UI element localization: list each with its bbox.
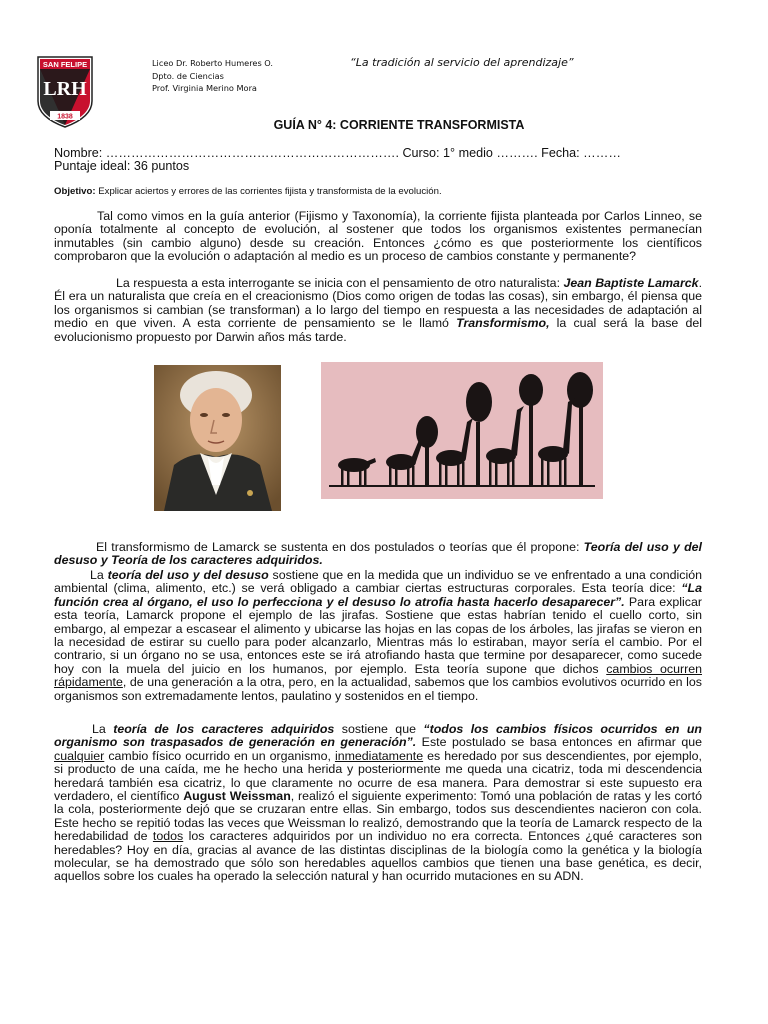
department-name: Dpto. de Ciencias [152, 71, 224, 81]
weissman-name: August Weissman [183, 789, 291, 804]
paragraph-postulados: El transformismo de Lamarck se sustenta en dos postulados o teorías que él propone: Teoría del uso y del desuso y Teoría de los caracteres adquiridos. [54, 540, 703, 568]
school-motto: “La tradición al servicio del aprendizaje” [350, 56, 574, 69]
theories-names: Teoría del uso y del desuso y Teoría de los caracteres adquiridos. [54, 540, 703, 568]
paragraph-uso-desuso: La teoría del uso y del desuso sostiene que en la medida que un individuo se ve enfrentado a una condición ambiental (clima, alimento, etc.) se verá obligado a cambiar ciertas estructuras corporales. Esta teoría dice: “La función crea al órgano, el uso lo perfecciona y el desuso lo atrofia hasta hacerlo desaparecer”. Para explicar esta teoría, Lamarck propone el ejemplo de las jirafas. Sostiene que estas habrían tenido el cuello corto, sin embargo, al empezar a escasear el alimento y ubicarse las hojas en las copas de los árboles, las jirafas se vieron en la necesidad de estirar su cuello para poder alcanzarlo, Mientras más lo estiraban, mayor sería el cambio. Por el contrario, si un órgano no se usa, entonces este se irá atrofiando hasta que termine por desaparecer, como sucede hoy con la muela del juicio en los humanos, por ejemplo. Esta teoría supone que dichos cambios ocurren rápidamente, de una generación a la otra, pero, en la actualidad, sabemos que los cambios evolutivos ocurrido en los organismos son extremadamente lentos, paulatino y sostenidos en el tiempo. [54, 568, 702, 703]
lamarck-portrait-image [154, 365, 281, 511]
paragraph-intro: Tal como vimos en la guía anterior (Fijismo y Taxonomía), la corriente fijista planteada por Carlos Linneo, se oponía totalmente al concepto de evolución, al sostener que todos los organismos existentes permanecían inmutables (sin cambio alguno) desde su creación. Entonces ¿cómo es que posteriormente los científicos comprobaron que la evolución o adaptación al medio es un proceso de cambios constante y permanente? [54, 209, 702, 264]
school-name: Liceo Dr. Roberto Humeres O. [152, 58, 274, 68]
paragraph-lamarck: La respuesta a esta interrogante se inicia con el pensamiento de otro naturalista: Jean Baptiste Lamarck. Él era un naturalista que creía en el creacionismo (Dios como origen de todas las cosas), sin embargo, él piensa que los organismos si cambian (se transforman) a lo largo del tiempo en respuesta a las necesidades de adaptación al medio en que viven. A esta corriente de pensamiento se le llamó Transformismo, la cual será la base del evolucionismo propuesto por Darwin años más tarde. [54, 276, 703, 344]
objective-text: Explicar aciertos y errores de las corrientes fijista y transformista de la evolución. [95, 186, 442, 197]
ideal-score: Puntaje ideal: 36 puntos [54, 159, 190, 173]
teacher-name: Prof. Virginia Merino Mora [152, 83, 257, 93]
student-info-line: Nombre: ……………………………………………………………. Curso: 1° medio ………. Fecha: ……… [54, 146, 621, 160]
theory-quote: “La función crea al órgano, el uso lo perfecciona y el desuso lo atrofia hasta hacerlo desaparecer”. [54, 581, 702, 609]
giraffe-evolution-image [321, 362, 603, 499]
logo-year: 1838 [57, 113, 73, 121]
postulate-quote: “todos los cambios físicos ocurridos en un organismo son traspasados de generación en generación”. [54, 722, 702, 750]
objective-label: Objetivo: [54, 186, 96, 197]
transformismo-term: Transformismo, [456, 316, 550, 331]
logo-label: SAN FELIPE [42, 60, 88, 69]
objective [54, 186, 442, 197]
logo-letters: LRH [43, 78, 87, 100]
page-title: GUÍA N° 4: CORRIENTE TRANSFORMISTA [273, 118, 525, 132]
lamarck-name: Jean Baptiste Lamarck [563, 276, 699, 290]
paragraph-caracteres-adquiridos: La teoría de los caracteres adquiridos sostiene que “todos los cambios físicos ocurridos en un organismo son traspasados de generación en generación”. Este postulado se basa entonces en afirmar que cualquier cambio físico ocurrido en un organismo, inmediatamente es heredado por sus descendientes, por ejemplo, si producto de una caída, me he hecho una herida y posteriormente me queda una cicatriz, toda mi descendencia heredará también esa cicatriz, lo que claramente no ocurre de esa manera. Para demostrar si este supuesto era verdadero, el científico August Weissman, realizó el siguiente experimento: Tomó una población de ratas y les cortó la cola, posteriormente dejó que se cruzaran entre ellas. Sin embargo, todos sus descendientes nacieron con cola. Este hecho se repitió todas las veces que Weissman lo realizó, demostrando que la teoría de Lamarck respecto de la heredabilidad de todos los caracteres adquiridos por un individuo no era correcta. Entonces ¿qué caracteres son heredables? Hoy en día, gracias al avance de las distintas disciplinas de la biología como la genética y la biología molecular, se ha demostrado que sólo son heredables aquellos cambios que tienen una base genética, es decir, aquellos sobre los cuales ha operado la selección natural y han ocurrido mutaciones en su ADN. [54, 722, 702, 884]
